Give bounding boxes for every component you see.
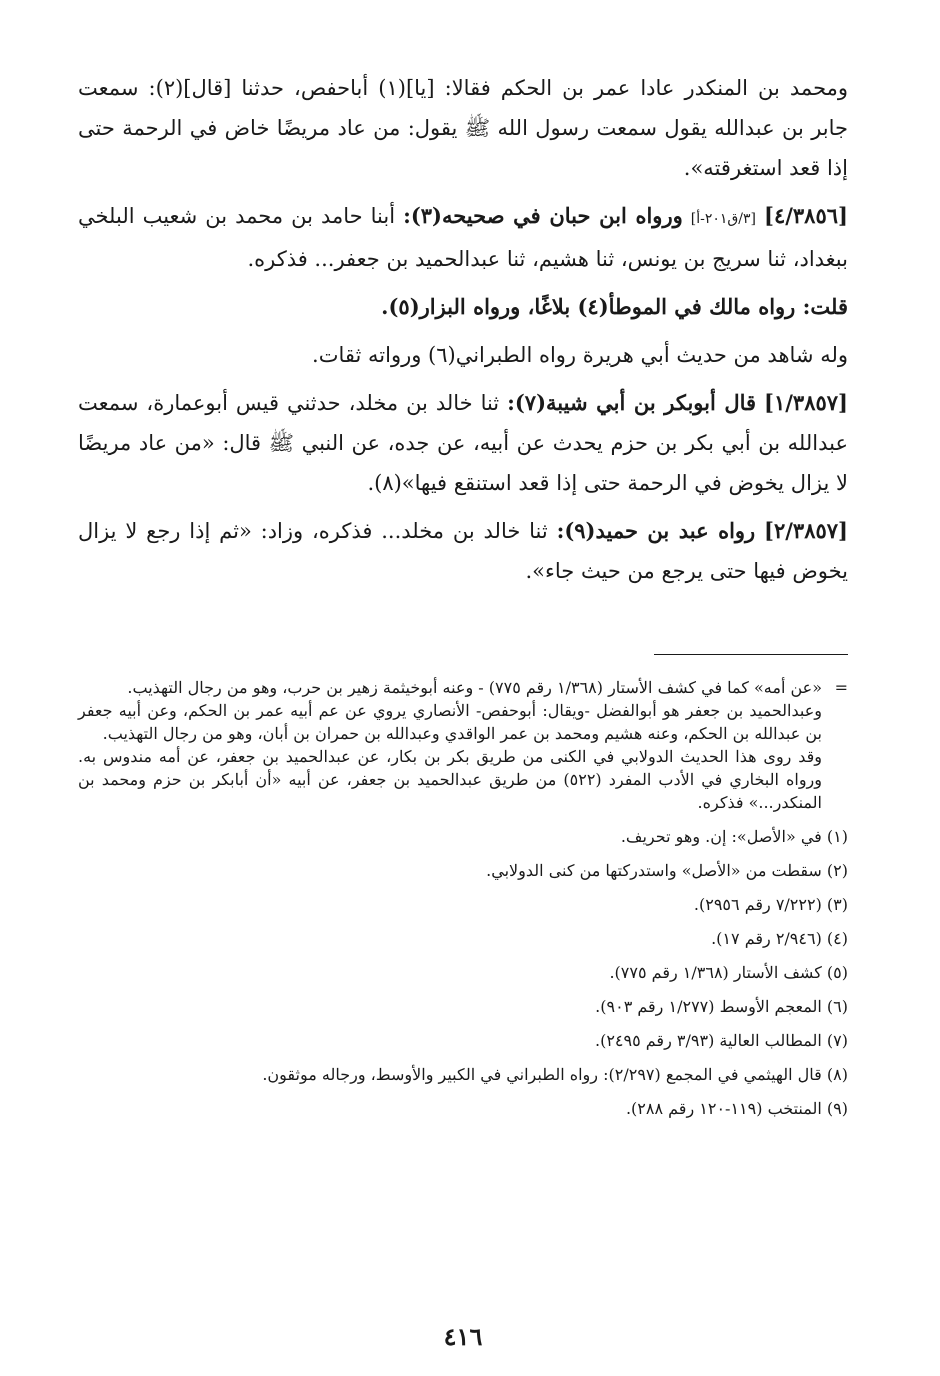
continuation-mark: = <box>834 678 848 697</box>
qultu-text: قلت: رواه مالك في الموطأ(٤) بلاغًا، ورواه البزار(٥). <box>381 294 848 319</box>
hadith-3857-1 <box>78 383 848 503</box>
footnote-item: (٤) (٢/٩٤٦ رقم ١٧). <box>711 929 848 948</box>
footnote-item: (٩) المنتخب (١١٩-١٢٠ رقم ٢٨٨). <box>625 1099 848 1118</box>
hadith-text: أبنا حامد بن محمد بن شعيب البلخي ببغداد، ثنا سريج بن يونس، ثنا هشيم، ثنا عبدالحميد بن جعفر... فذكره. <box>78 204 848 271</box>
hadith-text: ثنا خالد بن مخلد... فذكره، وزاد: «ثم إذا رجع لا يزال يخوض فيها حتى يرجع من حيث جاء». <box>78 519 848 583</box>
hadith-number: [٤/٣٨٥٦] <box>764 203 848 228</box>
footnote-item: (٢) سقطت من «الأصل» واستدركتها من كنى الدولابي. <box>486 861 848 880</box>
footnote-item: (٨) قال الهيثمي في المجمع (٢/٢٩٧): رواه الطبراني في الكبير والأوسط، ورجاله موثقون. <box>262 1065 848 1084</box>
book-page <box>78 68 849 1351</box>
footnote-list <box>78 820 848 1126</box>
footnote-item: (٣) (٧/٢٢٢ رقم ٢٩٥٦). <box>693 895 848 914</box>
footnote-item: (١) في «الأصل»: إن. وهو تحريف. <box>620 827 848 846</box>
paragraph-qultu <box>78 287 848 327</box>
footnote-item: (٧) المطالب العالية (٣/٩٣ رقم ٢٤٩٥). <box>594 1031 848 1050</box>
source-heading: رواه عبد بن حميد(٩): <box>556 518 756 543</box>
shahid-text: وله شاهد من حديث أبي هريرة رواه الطبراني(٦) ورواته ثقات. <box>312 343 848 367</box>
manuscript-ref: [٣/ق٢٠١-أ] <box>690 211 756 227</box>
hadith-3856-4 <box>78 196 848 279</box>
page-number: ٤١٦ <box>443 1322 483 1351</box>
hadith-text: ثنا خالد بن مخلد، حدثني قيس أبوعمارة، سمعت عبدالله بن أبي بكر بن حزم يحدث عن أبيه، عن جده، عن النبي ﷺ قال: «من عاد مريضًا لا يزال يخوض في الرحمة حتى إذا قعد استنقع فيها»(٨). <box>78 391 848 495</box>
hadith-number: [١/٣٨٥٧] <box>764 390 848 415</box>
footnote-divider <box>654 654 848 655</box>
footnote-continuation-1 <box>78 676 848 699</box>
paragraph-1-text: ومحمد بن المنكدر عادا عمر بن الحكم فقالا: [يا](١) أباحفص، حدثنا [قال](٢): سمعت جابر بن عبدالله يقول سمعت رسول الله ﷺ يقول: من عاد مريضًا خاض في الرحمة حتى إذا قعد استغرقته». <box>78 76 849 180</box>
continuation-1-text: «عن أمه» كما في كشف الأستار (١/٣٦٨ رقم ٧٧٥) - وعنه أبوخيثمة زهير بن حرب، وهو من رجال التهذيب. <box>127 678 822 697</box>
footnotes <box>78 676 848 1126</box>
hadith-3857-2 <box>78 511 848 591</box>
footnote-continuation-2: وعبدالحميد بن جعفر هو أبوالفضل -ويقال: أبوحفص- الأنصاري يروي عن عم أبيه عمر بن الحكم، وعن أبيه جعفر بن عبدالله بن الحكم، وعنه هشيم ومحمد بن عمر الواقدي وعبدالله بن حمران بن أبان، وهو من رجال التهذيب. <box>78 701 822 743</box>
source-heading: ورواه ابن حبان في صحيحه(٣): <box>403 203 683 228</box>
footnote-continuation-3: وقد روى هذا الحديث الدولابي في الكنى من طريق بكر بن بكار، عن عبدالحميد بن جعفر، عن أمه مندوس به. ورواه البخاري في الأدب المفرد (٥٢٢) من طريق عبدالحميد بن جعفر، عن أبيه «أن أبابكر بن حزم ومحمد بن المنكدر...» فذكره. <box>78 747 823 812</box>
paragraph-shahid <box>78 335 848 375</box>
source-heading: قال أبوبكر بن أبي شيبة(٧): <box>507 390 757 415</box>
footnote-item: (٦) المعجم الأوسط (١/٢٧٧ رقم ٩٠٣). <box>595 997 848 1016</box>
paragraph-1 <box>78 68 848 188</box>
footnote-item: (٥) كشف الأستار (١/٣٦٨ رقم ٧٧٥). <box>609 963 848 982</box>
hadith-number: [٢/٣٨٥٧] <box>764 518 848 543</box>
